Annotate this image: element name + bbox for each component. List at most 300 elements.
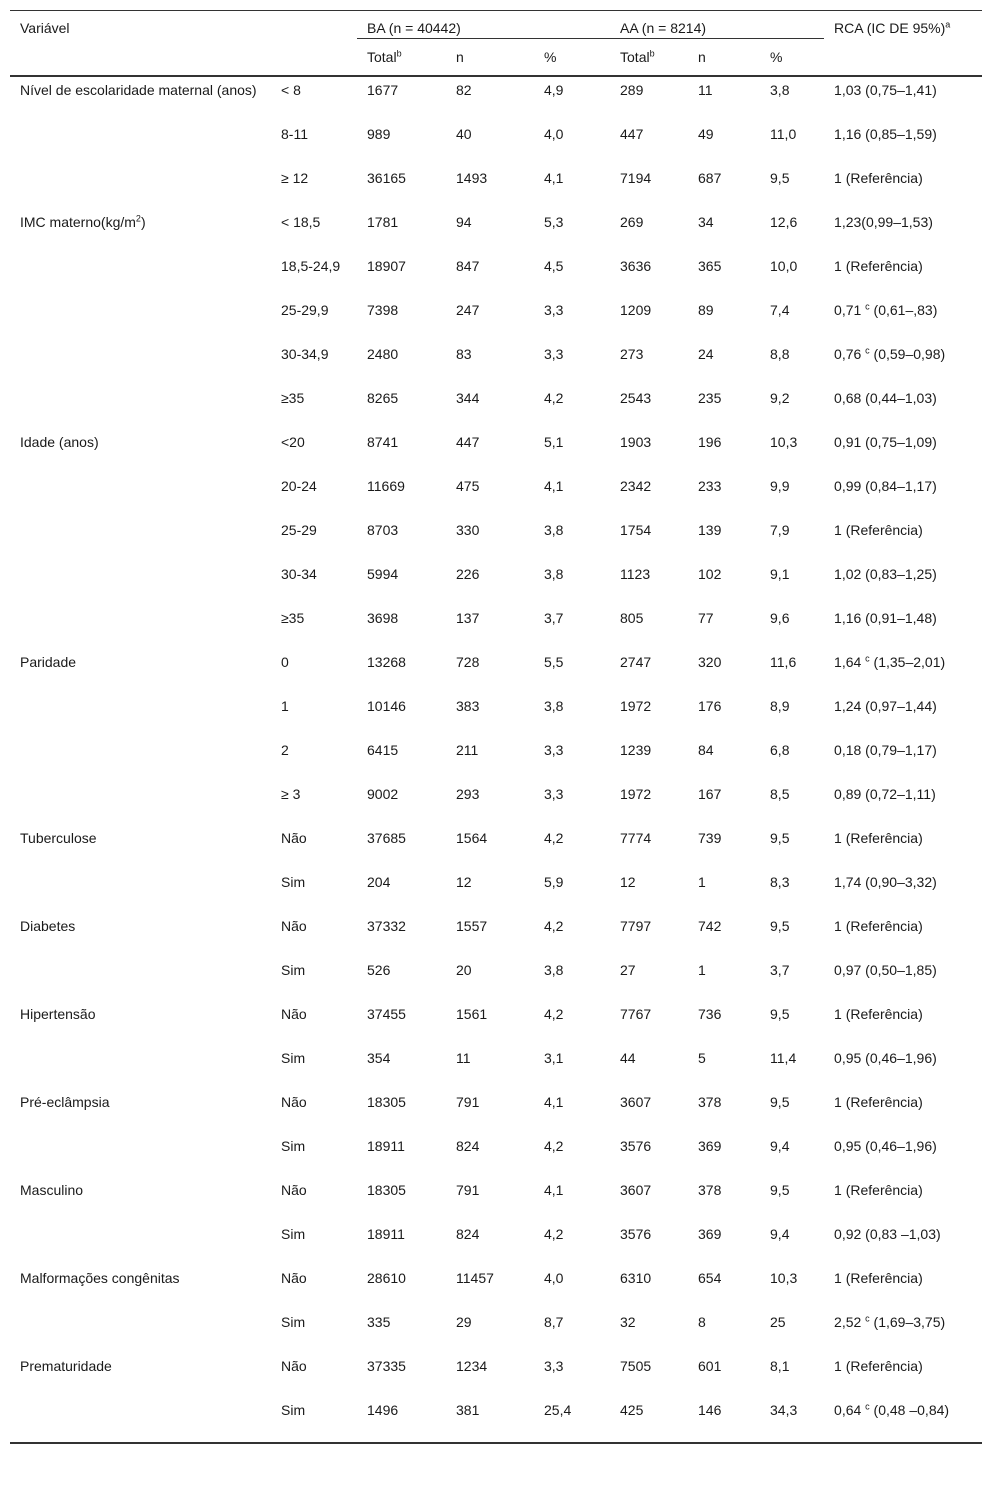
- cell-text: Nível de escolaridade maternal (anos): [20, 82, 257, 98]
- cell-text: 1: [698, 874, 706, 890]
- cell-text: ≥ 3: [281, 786, 301, 802]
- cell-rca: [824, 1221, 982, 1265]
- cell-text: 3576: [620, 1226, 652, 1242]
- cell-text: 18911: [367, 1138, 405, 1154]
- cell-aa-total: [610, 649, 688, 693]
- cell-ba-pct: [534, 913, 610, 957]
- cell-text: 289: [620, 82, 644, 98]
- cell-text: 0,76: [834, 346, 866, 362]
- cell-text: 83: [456, 346, 472, 362]
- cell-text: 1 (Referência): [834, 1094, 923, 1110]
- cell-text: 9,5: [770, 1006, 790, 1022]
- cell-category: [271, 385, 357, 429]
- cell-text: 0,68 (0,44–1,03): [834, 390, 937, 406]
- cell-text: 4,2: [544, 1138, 564, 1154]
- cell-rca: [824, 165, 982, 209]
- cell-ba-pct: [534, 473, 610, 517]
- cell-category: [271, 165, 357, 209]
- cell-text: Não: [281, 830, 307, 846]
- cell-variable: [10, 869, 271, 913]
- cell-text: 824: [456, 1138, 480, 1154]
- cell-ba-total: [357, 825, 446, 869]
- header-aa-group: [610, 11, 824, 39]
- cell-text: 1903: [620, 434, 652, 450]
- cell-ba-total: [357, 1221, 446, 1265]
- cell-text: 1 (Referência): [834, 1182, 923, 1198]
- cell-text: 8: [698, 1314, 706, 1330]
- cell-ba-n: [446, 869, 534, 913]
- cell-ba-total: [357, 605, 446, 649]
- cell-category: [271, 781, 357, 825]
- cell-text: 1677: [367, 82, 399, 98]
- cell-text: 139: [698, 522, 722, 538]
- cell-aa-n: [688, 385, 760, 429]
- cell-ba-total: [357, 473, 446, 517]
- cell-text: Malformações congênitas: [20, 1270, 180, 1286]
- cell-text: 6415: [367, 742, 399, 758]
- cell-aa-n: [688, 297, 760, 341]
- cell-text: Sim: [281, 962, 306, 978]
- header-aa-group-text: AA (n = 8214): [620, 20, 707, 36]
- cell-variable: [10, 605, 271, 649]
- cell-text: 77: [698, 610, 714, 626]
- cell-rca: [824, 121, 982, 165]
- cell-ba-total: [357, 385, 446, 429]
- cell-text: 383: [456, 698, 480, 714]
- cell-text: 0,64: [834, 1402, 866, 1418]
- cell-text: 9,4: [770, 1138, 790, 1154]
- cell-aa-pct: [760, 253, 824, 297]
- cell-text: 824: [456, 1226, 480, 1242]
- cell-text: 11: [456, 1050, 471, 1066]
- cell-text: 1 (Referência): [834, 918, 923, 934]
- cell-text: 1 (Referência): [834, 522, 923, 538]
- cell-variable: [10, 385, 271, 429]
- cell-aa-pct: [760, 1265, 824, 1309]
- cell-aa-total: [610, 1133, 688, 1177]
- cell-aa-pct: [760, 605, 824, 649]
- cell-text: 9,4: [770, 1226, 790, 1242]
- cell-aa-total: [610, 605, 688, 649]
- cell-text: 654: [698, 1270, 722, 1286]
- cell-text: Sim: [281, 1050, 306, 1066]
- cell-category: [271, 253, 357, 297]
- cell-rca: [824, 649, 982, 693]
- cell-ba-total: [357, 1045, 446, 1089]
- cell-rca: [824, 693, 982, 737]
- cell-text: 8,9: [770, 698, 790, 714]
- cell-aa-n: [688, 1001, 760, 1045]
- cell-aa-pct: [760, 429, 824, 473]
- cell-ba-pct: [534, 957, 610, 1001]
- header-ba-total-sup: b: [396, 48, 402, 59]
- table-row: [10, 869, 982, 913]
- cell-aa-n: [688, 781, 760, 825]
- cell-text: 1564: [456, 830, 488, 846]
- cell-text: 8703: [367, 522, 399, 538]
- cell-aa-pct: [760, 209, 824, 253]
- cell-text: 1754: [620, 522, 652, 538]
- cell-variable: [10, 1309, 271, 1353]
- cell-category: [271, 1397, 357, 1443]
- cell-aa-total: [610, 1177, 688, 1221]
- cell-aa-pct: [760, 649, 824, 693]
- cell-text: Prematuridade: [20, 1358, 112, 1374]
- cell-category: [271, 693, 357, 737]
- cell-variable: [10, 1221, 271, 1265]
- cell-category: [271, 869, 357, 913]
- cell-aa-pct: [760, 297, 824, 341]
- cell-text: 32: [620, 1314, 636, 1330]
- cell-ba-total: [357, 781, 446, 825]
- cell-text: 3636: [620, 258, 652, 274]
- cell-text-after: (0,48 –0,84): [869, 1402, 950, 1418]
- header-variable: [10, 11, 271, 77]
- cell-text: 37332: [367, 918, 406, 934]
- cell-text: 1496: [367, 1402, 399, 1418]
- cell-text: < 8: [281, 82, 301, 98]
- cell-text: 34,3: [770, 1402, 798, 1418]
- cell-text: 378: [698, 1094, 722, 1110]
- cell-text: 8,8: [770, 346, 790, 362]
- cell-text: 7774: [620, 830, 652, 846]
- cell-ba-n: [446, 429, 534, 473]
- cell-ba-pct: [534, 561, 610, 605]
- cell-text: 2342: [620, 478, 652, 494]
- cell-text: 0,71: [834, 302, 866, 318]
- cell-text: 369: [698, 1138, 722, 1154]
- cell-text: Sim: [281, 1226, 306, 1242]
- cell-text: 354: [367, 1050, 391, 1066]
- cell-aa-total: [610, 385, 688, 429]
- cell-text: 1 (Referência): [834, 830, 923, 846]
- cell-text: 89: [698, 302, 714, 318]
- cell-aa-pct: [760, 1309, 824, 1353]
- cell-rca: [824, 1133, 982, 1177]
- cell-text: 4,2: [544, 1226, 564, 1242]
- cell-variable: [10, 693, 271, 737]
- cell-text: 0,89 (0,72–1,11): [834, 786, 936, 802]
- cell-text: 0: [281, 654, 289, 670]
- cell-text: 5: [698, 1050, 706, 1066]
- cell-rca: [824, 825, 982, 869]
- cell-text: 196: [698, 434, 722, 450]
- cell-ba-total: [357, 957, 446, 1001]
- cell-text: 335: [367, 1314, 391, 1330]
- cell-text: 37685: [367, 830, 406, 846]
- table-row: [10, 1089, 982, 1133]
- cell-text: <20: [281, 434, 305, 450]
- table-header: [10, 11, 982, 77]
- cell-rca: [824, 341, 982, 385]
- cell-ba-n: [446, 1001, 534, 1045]
- table-row: [10, 561, 982, 605]
- cell-ba-total: [357, 561, 446, 605]
- cell-text: 447: [620, 126, 644, 142]
- cell-text: 1972: [620, 786, 652, 802]
- cell-ba-n: [446, 473, 534, 517]
- cell-text: 3,8: [544, 962, 564, 978]
- cell-ba-pct: [534, 297, 610, 341]
- cell-text: Diabetes: [20, 918, 76, 934]
- cell-aa-total: [610, 957, 688, 1001]
- cell-text: 1 (Referência): [834, 1270, 923, 1286]
- cell-text: 3,3: [544, 302, 564, 318]
- cell-text: 4,2: [544, 918, 564, 934]
- cell-ba-total: [357, 649, 446, 693]
- cell-aa-total: [610, 165, 688, 209]
- cell-text: 10,0: [770, 258, 798, 274]
- cell-text: 18305: [367, 1182, 406, 1198]
- cell-ba-total: [357, 1001, 446, 1045]
- cell-text: 739: [698, 830, 722, 846]
- cell-category: [271, 1045, 357, 1089]
- cell-variable: [10, 253, 271, 297]
- cell-text: 146: [698, 1402, 722, 1418]
- cell-text: 11: [698, 82, 713, 98]
- table-row: [10, 1133, 982, 1177]
- cell-variable: [10, 1089, 271, 1133]
- cell-ba-n: [446, 1177, 534, 1221]
- cell-text: 1239: [620, 742, 652, 758]
- cell-aa-pct: [760, 913, 824, 957]
- cell-text: 989: [367, 126, 391, 142]
- cell-rca: [824, 737, 982, 781]
- cell-aa-total: [610, 1309, 688, 1353]
- cell-ba-pct: [534, 253, 610, 297]
- cell-ba-pct: [534, 1045, 610, 1089]
- cell-text: 10,3: [770, 1270, 798, 1286]
- cell-aa-n: [688, 957, 760, 1001]
- cell-text: 8,1: [770, 1358, 790, 1374]
- cell-aa-total: [610, 825, 688, 869]
- cell-ba-pct: [534, 1309, 610, 1353]
- cell-text: 7194: [620, 170, 652, 186]
- table-row: [10, 429, 982, 473]
- cell-aa-pct: [760, 76, 824, 121]
- cell-aa-total: [610, 1397, 688, 1443]
- cell-aa-n: [688, 825, 760, 869]
- cell-text: 4,1: [544, 1094, 564, 1110]
- cell-category: [271, 649, 357, 693]
- cell-text: 1,23(0,99–1,53): [834, 214, 933, 230]
- cell-category: [271, 1133, 357, 1177]
- cell-category: [271, 1177, 357, 1221]
- cell-text: Masculino: [20, 1182, 84, 1198]
- cell-text: 4,2: [544, 1006, 564, 1022]
- cell-superscript: 2: [135, 213, 141, 224]
- cell-ba-total: [357, 121, 446, 165]
- cell-text: Sim: [281, 1138, 306, 1154]
- cell-ba-total: [357, 76, 446, 121]
- cell-text: 1,16 (0,85–1,59): [834, 126, 937, 142]
- cell-text: 30-34,9: [281, 346, 329, 362]
- cell-text: 3,3: [544, 1358, 564, 1374]
- cell-aa-pct: [760, 693, 824, 737]
- cell-text-after: (1,69–3,75): [869, 1314, 946, 1330]
- cell-ba-pct: [534, 1353, 610, 1397]
- cell-variable: [10, 737, 271, 781]
- cell-text: 9,9: [770, 478, 790, 494]
- header-ba-group-text: BA (n = 40442): [367, 20, 461, 36]
- cell-text: 1,03 (0,75–1,41): [834, 82, 937, 98]
- cell-aa-pct: [760, 1089, 824, 1133]
- cell-variable: [10, 649, 271, 693]
- cell-text: 13268: [367, 654, 406, 670]
- cell-variable: [10, 957, 271, 1001]
- cell-text: 1781: [367, 214, 399, 230]
- cell-text: 5,5: [544, 654, 564, 670]
- cell-aa-pct: [760, 341, 824, 385]
- cell-aa-total: [610, 341, 688, 385]
- cell-text: 9,2: [770, 390, 790, 406]
- cell-category: [271, 1265, 357, 1309]
- data-table: [10, 10, 982, 1444]
- cell-text: 0,95 (0,46–1,96): [834, 1138, 937, 1154]
- cell-text: 344: [456, 390, 480, 406]
- cell-text: 1972: [620, 698, 652, 714]
- cell-ba-n: [446, 1045, 534, 1089]
- cell-aa-pct: [760, 1177, 824, 1221]
- cell-variable: [10, 473, 271, 517]
- header-ba-pct: %: [534, 39, 610, 77]
- cell-text: < 18,5: [281, 214, 321, 230]
- cell-aa-n: [688, 1177, 760, 1221]
- cell-text: 0,91 (0,75–1,09): [834, 434, 937, 450]
- cell-aa-n: [688, 1089, 760, 1133]
- cell-text: 8,3: [770, 874, 790, 890]
- cell-aa-n: [688, 429, 760, 473]
- cell-text: 4,1: [544, 478, 564, 494]
- cell-text: 4,9: [544, 82, 564, 98]
- cell-text: 24: [698, 346, 714, 362]
- cell-aa-total: [610, 1089, 688, 1133]
- cell-text: 526: [367, 962, 391, 978]
- cell-superscript: c: [865, 653, 870, 664]
- cell-ba-n: [446, 737, 534, 781]
- cell-text: 805: [620, 610, 644, 626]
- cell-aa-n: [688, 1265, 760, 1309]
- cell-text: 102: [698, 566, 722, 582]
- cell-text: 0,18 (0,79–1,17): [834, 742, 937, 758]
- cell-text: 1209: [620, 302, 652, 318]
- cell-ba-total: [357, 693, 446, 737]
- cell-text: Não: [281, 1270, 307, 1286]
- cell-aa-pct: [760, 561, 824, 605]
- cell-aa-pct: [760, 869, 824, 913]
- cell-aa-pct: [760, 957, 824, 1001]
- cell-text: 49: [698, 126, 714, 142]
- cell-ba-pct: [534, 1265, 610, 1309]
- cell-text: 2747: [620, 654, 652, 670]
- cell-text: 7767: [620, 1006, 652, 1022]
- cell-category: [271, 209, 357, 253]
- table-row: [10, 1397, 982, 1443]
- table-row: [10, 1353, 982, 1397]
- cell-aa-total: [610, 737, 688, 781]
- cell-variable: [10, 121, 271, 165]
- cell-text: 1557: [456, 918, 488, 934]
- cell-text: 18,5-24,9: [281, 258, 341, 274]
- cell-text: Paridade: [20, 654, 77, 670]
- cell-text: Não: [281, 1182, 307, 1198]
- cell-text: ≥35: [281, 390, 305, 406]
- cell-text: 204: [367, 874, 391, 890]
- cell-rca: [824, 1309, 982, 1353]
- cell-rca: [824, 1177, 982, 1221]
- cell-variable: [10, 341, 271, 385]
- cell-category: [271, 1309, 357, 1353]
- cell-ba-n: [446, 1089, 534, 1133]
- cell-text: 18907: [367, 258, 406, 274]
- cell-ba-n: [446, 825, 534, 869]
- cell-text: 1: [698, 962, 706, 978]
- cell-text: 3,8: [544, 522, 564, 538]
- cell-text: 247: [456, 302, 480, 318]
- cell-text: 847: [456, 258, 480, 274]
- cell-ba-n: [446, 913, 534, 957]
- cell-text: 8,5: [770, 786, 790, 802]
- cell-variable: [10, 825, 271, 869]
- cell-variable: [10, 1045, 271, 1089]
- cell-variable: [10, 1177, 271, 1221]
- cell-aa-pct: [760, 165, 824, 209]
- cell-ba-n: [446, 165, 534, 209]
- cell-aa-total: [610, 253, 688, 297]
- cell-ba-total: [357, 1309, 446, 1353]
- table-row: [10, 209, 982, 253]
- cell-text: Não: [281, 1094, 307, 1110]
- cell-text: 8741: [367, 434, 399, 450]
- cell-ba-pct: [534, 1177, 610, 1221]
- cell-aa-total: [610, 1001, 688, 1045]
- cell-text: 3607: [620, 1182, 652, 1198]
- cell-ba-n: [446, 561, 534, 605]
- cell-ba-pct: [534, 869, 610, 913]
- cell-text: 44: [620, 1050, 636, 1066]
- table-row: [10, 913, 982, 957]
- cell-category: [271, 1089, 357, 1133]
- header-rca-text: RCA (IC DE 95%): [834, 20, 946, 36]
- cell-text: 320: [698, 654, 722, 670]
- cell-variable: [10, 781, 271, 825]
- header-rca-sup: a: [945, 19, 951, 30]
- cell-aa-pct: [760, 385, 824, 429]
- cell-text: 736: [698, 1006, 722, 1022]
- cell-category: [271, 341, 357, 385]
- cell-ba-n: [446, 341, 534, 385]
- table-row: [10, 693, 982, 737]
- cell-ba-n: [446, 121, 534, 165]
- cell-text: 3,8: [770, 82, 790, 98]
- cell-text: 7505: [620, 1358, 652, 1374]
- cell-ba-total: [357, 517, 446, 561]
- cell-aa-n: [688, 1353, 760, 1397]
- cell-aa-pct: [760, 473, 824, 517]
- cell-text: 10146: [367, 698, 406, 714]
- cell-text: Sim: [281, 1314, 306, 1330]
- cell-aa-n: [688, 253, 760, 297]
- cell-text: 7,4: [770, 302, 790, 318]
- cell-text: 3,7: [544, 610, 564, 626]
- cell-aa-n: [688, 76, 760, 121]
- cell-text: 3,3: [544, 346, 564, 362]
- cell-text: 10,3: [770, 434, 798, 450]
- cell-ba-n: [446, 1221, 534, 1265]
- cell-aa-total: [610, 517, 688, 561]
- cell-text: 369: [698, 1226, 722, 1242]
- cell-aa-pct: [760, 1221, 824, 1265]
